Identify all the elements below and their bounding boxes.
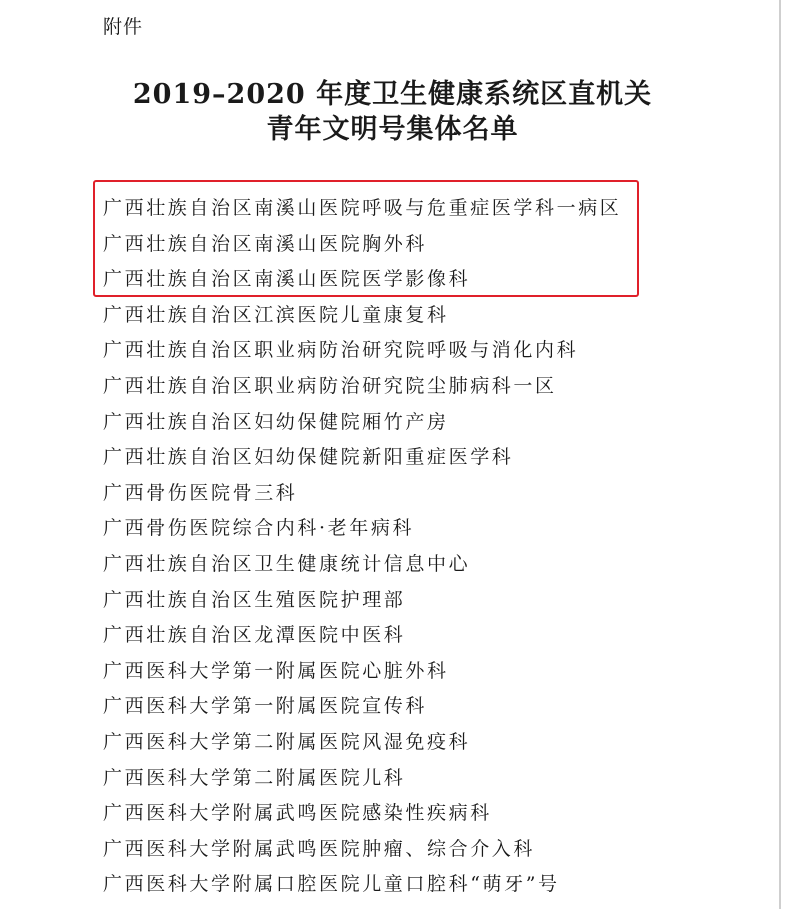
list-item: 广西医科大学附属武鸣医院感染性疾病科 bbox=[103, 802, 492, 825]
list-item: 广西壮族自治区南溪山医院呼吸与危重症医学科一病区 bbox=[103, 197, 622, 219]
list-item: 广西壮族自治区妇幼保健院厢竹产房 bbox=[103, 410, 449, 433]
attachment-label: 附件 bbox=[103, 16, 144, 38]
list-item: 广西壮族自治区龙潭医院中医科 bbox=[103, 624, 406, 647]
list-item: 广西壮族自治区南溪山医院胸外科 bbox=[103, 232, 428, 255]
list-item: 广西医科大学第一附属医院宣传科 bbox=[103, 695, 428, 718]
document-title-line2: 青年文明号集体名单 bbox=[266, 114, 519, 145]
document-title-line1: 2019–2020 年度卫生健康系统区直机关 bbox=[132, 79, 653, 110]
list-item: 广西壮族自治区职业病防治研究院尘肺病科一区 bbox=[103, 374, 557, 397]
list-item: 广西壮族自治区南溪山医院医学影像科 bbox=[103, 268, 471, 291]
list-item: 广西骨伤医院综合内科·老年病科 bbox=[103, 517, 415, 540]
list-item: 广西骨伤医院骨三科 bbox=[103, 481, 298, 504]
list-item: 广西壮族自治区卫生健康统计信息中心 bbox=[103, 552, 471, 575]
list-item: 广西医科大学附属武鸣医院肿瘤、综合介入科 bbox=[103, 837, 536, 860]
unit-list bbox=[103, 191, 621, 903]
list-item: 广西壮族自治区江滨医院儿童康复科 bbox=[103, 303, 449, 326]
list-item: 广西医科大学第二附属医院儿科 bbox=[103, 766, 406, 789]
list-item: 广西医科大学附属口腔医院儿童口腔科“萌牙”号 bbox=[103, 873, 560, 896]
list-item: 广西医科大学第一附属医院心脏外科 bbox=[103, 659, 449, 682]
list-item: 广西壮族自治区妇幼保健院新阳重症医学科 bbox=[103, 446, 514, 469]
list-item: 广西壮族自治区职业病防治研究院呼吸与消化内科 bbox=[103, 339, 579, 362]
list-item: 广西医科大学第二附属医院风湿免疫科 bbox=[103, 730, 471, 753]
list-item: 广西壮族自治区生殖医院护理部 bbox=[103, 588, 406, 611]
